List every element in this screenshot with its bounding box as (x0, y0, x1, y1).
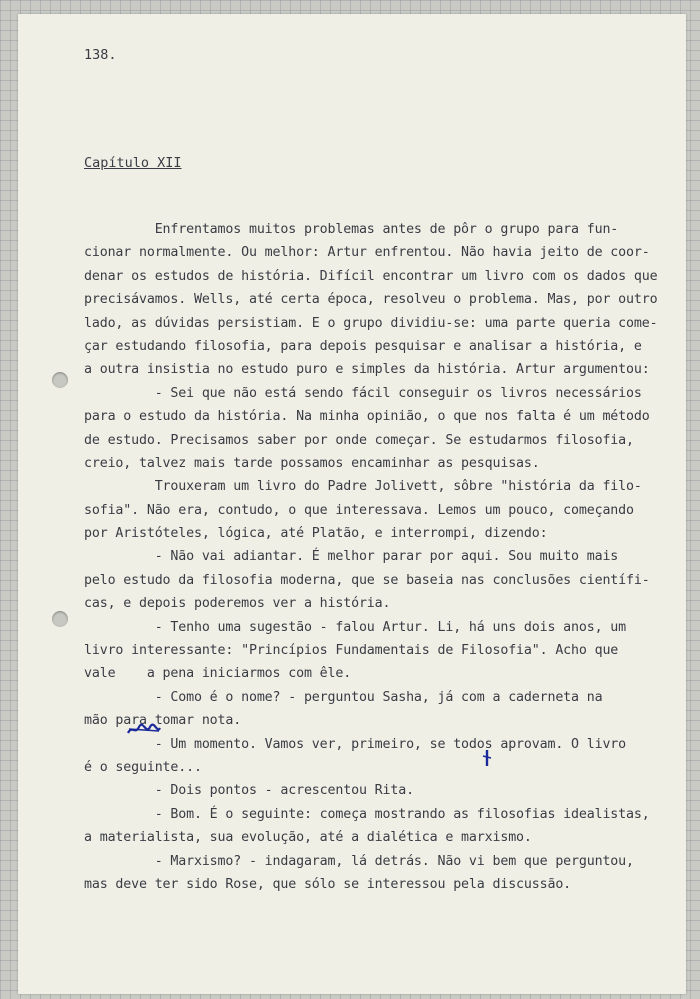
text-line: çar estudando filosofia, para depois pesquisar e analisar a história, e (84, 338, 642, 354)
text-line: para o estudo da história. Na minha opinião, o que nos falta é um método (84, 409, 650, 425)
text-line: é o seguinte... (84, 759, 202, 775)
text-line: - Sei que não está sendo fácil conseguir os livros necessários (84, 385, 642, 401)
text-line: denar os estudos de história. Difícil encontrar um livro com os dados que (84, 268, 658, 284)
text-line: - Não vai adiantar. É melhor parar por aqui. Sou muito mais (84, 549, 619, 565)
text-line: - Tenho uma sugestão - falou Artur. Li, há uns dois anos, um (84, 619, 627, 635)
text-line: cas, e depois poderemos ver a história. (84, 596, 391, 612)
text-line: Trouxeram um livro do Padre Jolivett, sôbre "história da filo- (84, 479, 642, 495)
binder-hole-top (52, 372, 68, 388)
text-line: vale a pena iniciarmos com êle. (84, 666, 352, 682)
page-number: 138. (84, 47, 117, 63)
text-line: - Marxismo? - indagaram, lá detrás. Não vi bem que perguntou, (84, 853, 634, 869)
binder-hole-bottom (52, 611, 68, 627)
text-line: a materialista, sua evolução, até a dialética e marxismo. (84, 830, 532, 846)
text-line: de estudo. Precisamos saber por onde começar. Se estudarmos filosofia, (84, 432, 634, 448)
text-line: - Um momento. Vamos ver, primeiro, se todos aprovam. O livro (84, 736, 627, 752)
text-line: lado, as dúvidas persistiam. E o grupo dividiu-se: uma parte queria come- (84, 315, 658, 331)
ink-correction-mark (482, 749, 492, 767)
text-line: - Bom. É o seguinte: começa mostrando as filosofias idealistas, (84, 806, 650, 822)
text-line: sofia". Não era, contudo, o que interessava. Lemos um pouco, começando (84, 502, 634, 518)
typed-body-text (84, 218, 659, 896)
text-line: Enfrentamos muitos problemas antes de pôr o grupo para fun- (84, 222, 619, 237)
text-line: - Dois pontos - acrescentou Rita. (84, 783, 414, 799)
chapter-title: Capítulo XII (84, 155, 182, 171)
text-line: - Como é o nome? - perguntou Sasha, já com a caderneta na (84, 689, 603, 705)
text-line: livro interessante: "Princípios Fundamentais de Filosofia". Acho que (84, 643, 619, 659)
text-line: pelo estudo da filosofia moderna, que se baseia nas conclusões científi- (84, 572, 650, 588)
text-line: mas deve ter sido Rose, que sólo se interessou pela discussão. (84, 876, 572, 892)
text-line: a outra insistia no estudo puro e simples da história. Artur argumentou: (84, 362, 650, 378)
text-line: creio, talvez mais tarde possamos encaminhar as pesquisas. (84, 455, 540, 471)
text-line: cionar normalmente. Ou melhor: Artur enfrentou. Não havia jeito de coor- (84, 245, 650, 261)
ink-scribble-mark (126, 723, 162, 737)
text-line: por Aristóteles, lógica, até Platão, e interrompi, dizendo: (84, 526, 548, 542)
text-line: mão para tomar nota. (84, 713, 242, 729)
text-line: precisávamos. Wells, até certa época, resolveu o problema. Mas, por outro (84, 292, 658, 308)
